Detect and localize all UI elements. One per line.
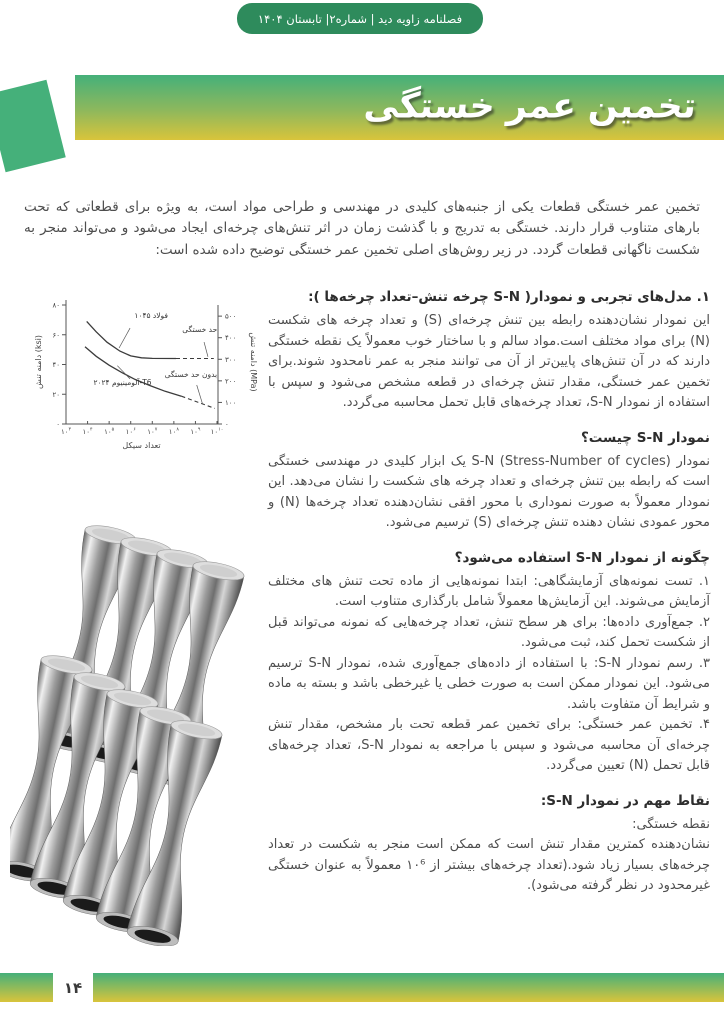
page-title: تخمین عمر خستگی — [362, 85, 698, 126]
section4-subheading: نقطه خستگی: — [632, 816, 710, 832]
svg-text:۱۰۵: $۱۰^۵$ — [104, 427, 115, 436]
fatigue-specimens-image — [10, 498, 265, 946]
svg-text:دامنه تنش (MPa): دامنه تنش (MPa) — [249, 332, 258, 392]
method-step: ۴. تخمین عمر خستگی: برای تخمین عمر قطعه تحت بار مشخص، مقدار تنش چرخه‌ای آن محاسبه می‌شود و سپس با مراجعه به نمودار S-N، تعداد چرخه‌های قابل تحمل (N) تعیین می‌گردد. — [268, 717, 711, 773]
issue-label: فصلنامه زاویه دید | شماره۲| تابستان ۱۴۰۴ — [257, 11, 463, 26]
section4-heading: نقاط مهم در نمودار S-N: — [540, 792, 710, 809]
svg-text:حد خستگی: حد خستگی — [182, 325, 218, 335]
svg-text:۱۰۸: $۱۰^۸$ — [168, 427, 179, 436]
svg-text:آلومینیوم ۲۰۲۴-T6: آلومینیوم ۲۰۲۴-T6 — [93, 378, 152, 388]
svg-text:۸۰: ۸۰ — [52, 301, 60, 310]
section4-body: نشان‌دهنده کمترین مقدار تنش است که ممکن است منجر به شکست در تعداد چرخه‌های بسیار زیاد شود.(تعداد چرخه‌های بیشتر از ۱۰⁶ معمولاً به عنوان خستگی غیرمحدود در نظر گرفته می‌شود). — [268, 837, 711, 893]
fatigue-specimens-figure — [10, 498, 265, 946]
svg-text:۲۰۰: ۲۰۰ — [225, 377, 237, 386]
intro-paragraph: تخمین عمر خستگی قطعات یکی از جنبه‌های کلیدی در مهندسی و طراحی مواد است، به ویژه برای قطعاتی که تحت بارهای متناوب قرار دارند. خستگی به تدریج و با گذشت زمان در اثر تنش‌های چرخه‌ای ایجاد می‌شود و می‌تواند منجر به شکست ناگهانی قطعات گردد. در زیر روش‌های اصلی تخمین عمر خستگی توضیح داده شده است: — [24, 198, 700, 258]
section1-heading: ۱. مدل‌های تجربی و نمودار( S-N چرخه تنش–تعداد چرخه‌ها ): — [308, 289, 710, 305]
page-number: ۱۴ — [63, 978, 83, 997]
svg-text:۱۰۳: $۱۰^۳$ — [60, 427, 72, 436]
title-banner — [75, 75, 724, 140]
section2-body: نمودار S-N (Stress-Number of cycles) یک ابزار کلیدی در مهندسی خستگی است که رابطه بین تنش چرخه‌ای و تعداد چرخه های شکست را نشان می‌دهد. این نمودار معمولاً به صورت نموداری با محور افقی نشان‌دهنده تعداد چرخه‌ها (N) و محور عمودی نشان دهنده تنش چرخه‌ای (S) ترسیم می‌شود. — [268, 453, 711, 530]
issue-badge — [237, 3, 483, 34]
svg-text:بدون حد خستگی: بدون حد خستگی — [164, 369, 218, 379]
sn-chart-figure — [30, 290, 265, 462]
svg-text:۱۰۱۰: $۱۰^{۱۰}$ — [210, 427, 224, 436]
svg-text:۴۰: ۴۰ — [52, 361, 60, 369]
svg-text:۱۰۴: $۱۰^۴$ — [82, 427, 93, 436]
article-column — [268, 288, 710, 897]
method-step: ۱. تست نمونه‌های آزمایشگاهی: ابتدا نمونه‌هایی از ماده تحت تنش های مختلف آزمایش می‌شوند. این آزمایش‌ها معمولاً شامل بارگذاری متناوب است. — [268, 573, 710, 609]
svg-text:تعداد سیکل: تعداد سیکل — [122, 441, 161, 450]
svg-text:۴۰۰: ۴۰۰ — [225, 334, 237, 343]
svg-text:۱۰۰: ۱۰۰ — [225, 398, 237, 407]
sn-chart — [30, 290, 265, 462]
section2-heading: نمودار S-N چیست؟ — [580, 429, 710, 446]
svg-text:دامنه تنش (ksi): دامنه تنش (ksi) — [34, 335, 43, 389]
section1-body: این نمودار نشان‌دهنده رابطه بین تنش چرخه‌ای (S) و تعداد چرخه های شکست (N) برای مواد مختلف است.مواد سالم و با ساختار خوب معمولاً یک نقطه خستگی دارند که در آن تنش‌های پایین‌تر از آن می توانند منجر به عمر نامحدود شوند.برای تخمین عمر خستگی، مقدار تنش چرخه‌ای در قطعه مشخص می‌شود و سپس با استفاده از نمودار S-N، تعداد چرخه‌های قابل تحمل محاسبه می‌گردد. — [268, 313, 710, 410]
svg-text:۳۰۰: ۳۰۰ — [225, 355, 237, 364]
svg-text:۱۰۹: $۱۰^۹$ — [190, 427, 201, 436]
svg-text:۵۰۰: ۵۰۰ — [225, 312, 237, 321]
svg-text:۰: ۰ — [56, 420, 60, 429]
svg-text:۶۰: ۶۰ — [52, 331, 60, 340]
svg-text:۰: ۰ — [225, 420, 229, 429]
section3-heading: چگونه از نمودار S-N استفاده می‌شود؟ — [454, 549, 710, 566]
method-step: ۳. رسم نمودار S-N: با استفاده از داده‌های جمع‌آوری شده، نمودار S-N ترسیم می‌شود. این نمودار ممکن است به صورت خطی یا غیرخطی باشد و بسته به ماده و شرایط آن متفاوت باشد. — [268, 655, 711, 712]
method-step: ۲. جمع‌آوری داده‌ها: برای هر سطح تنش، تعداد چرخه‌هایی که نمونه می‌تواند قبل از شکست تحمل کند، ثبت می‌شود. — [268, 614, 710, 650]
svg-text:فولاد ۱۰۴۵: فولاد ۱۰۴۵ — [134, 310, 169, 320]
corner-accent-shape — [0, 80, 66, 173]
svg-text:۱۰۶: $۱۰^۶$ — [125, 427, 136, 436]
footer-bar-right — [93, 973, 724, 1002]
svg-text:۲۰: ۲۰ — [52, 390, 60, 399]
svg-text:۱۰۷: $۱۰^۷$ — [147, 427, 158, 436]
footer-bar-left — [0, 973, 53, 1002]
